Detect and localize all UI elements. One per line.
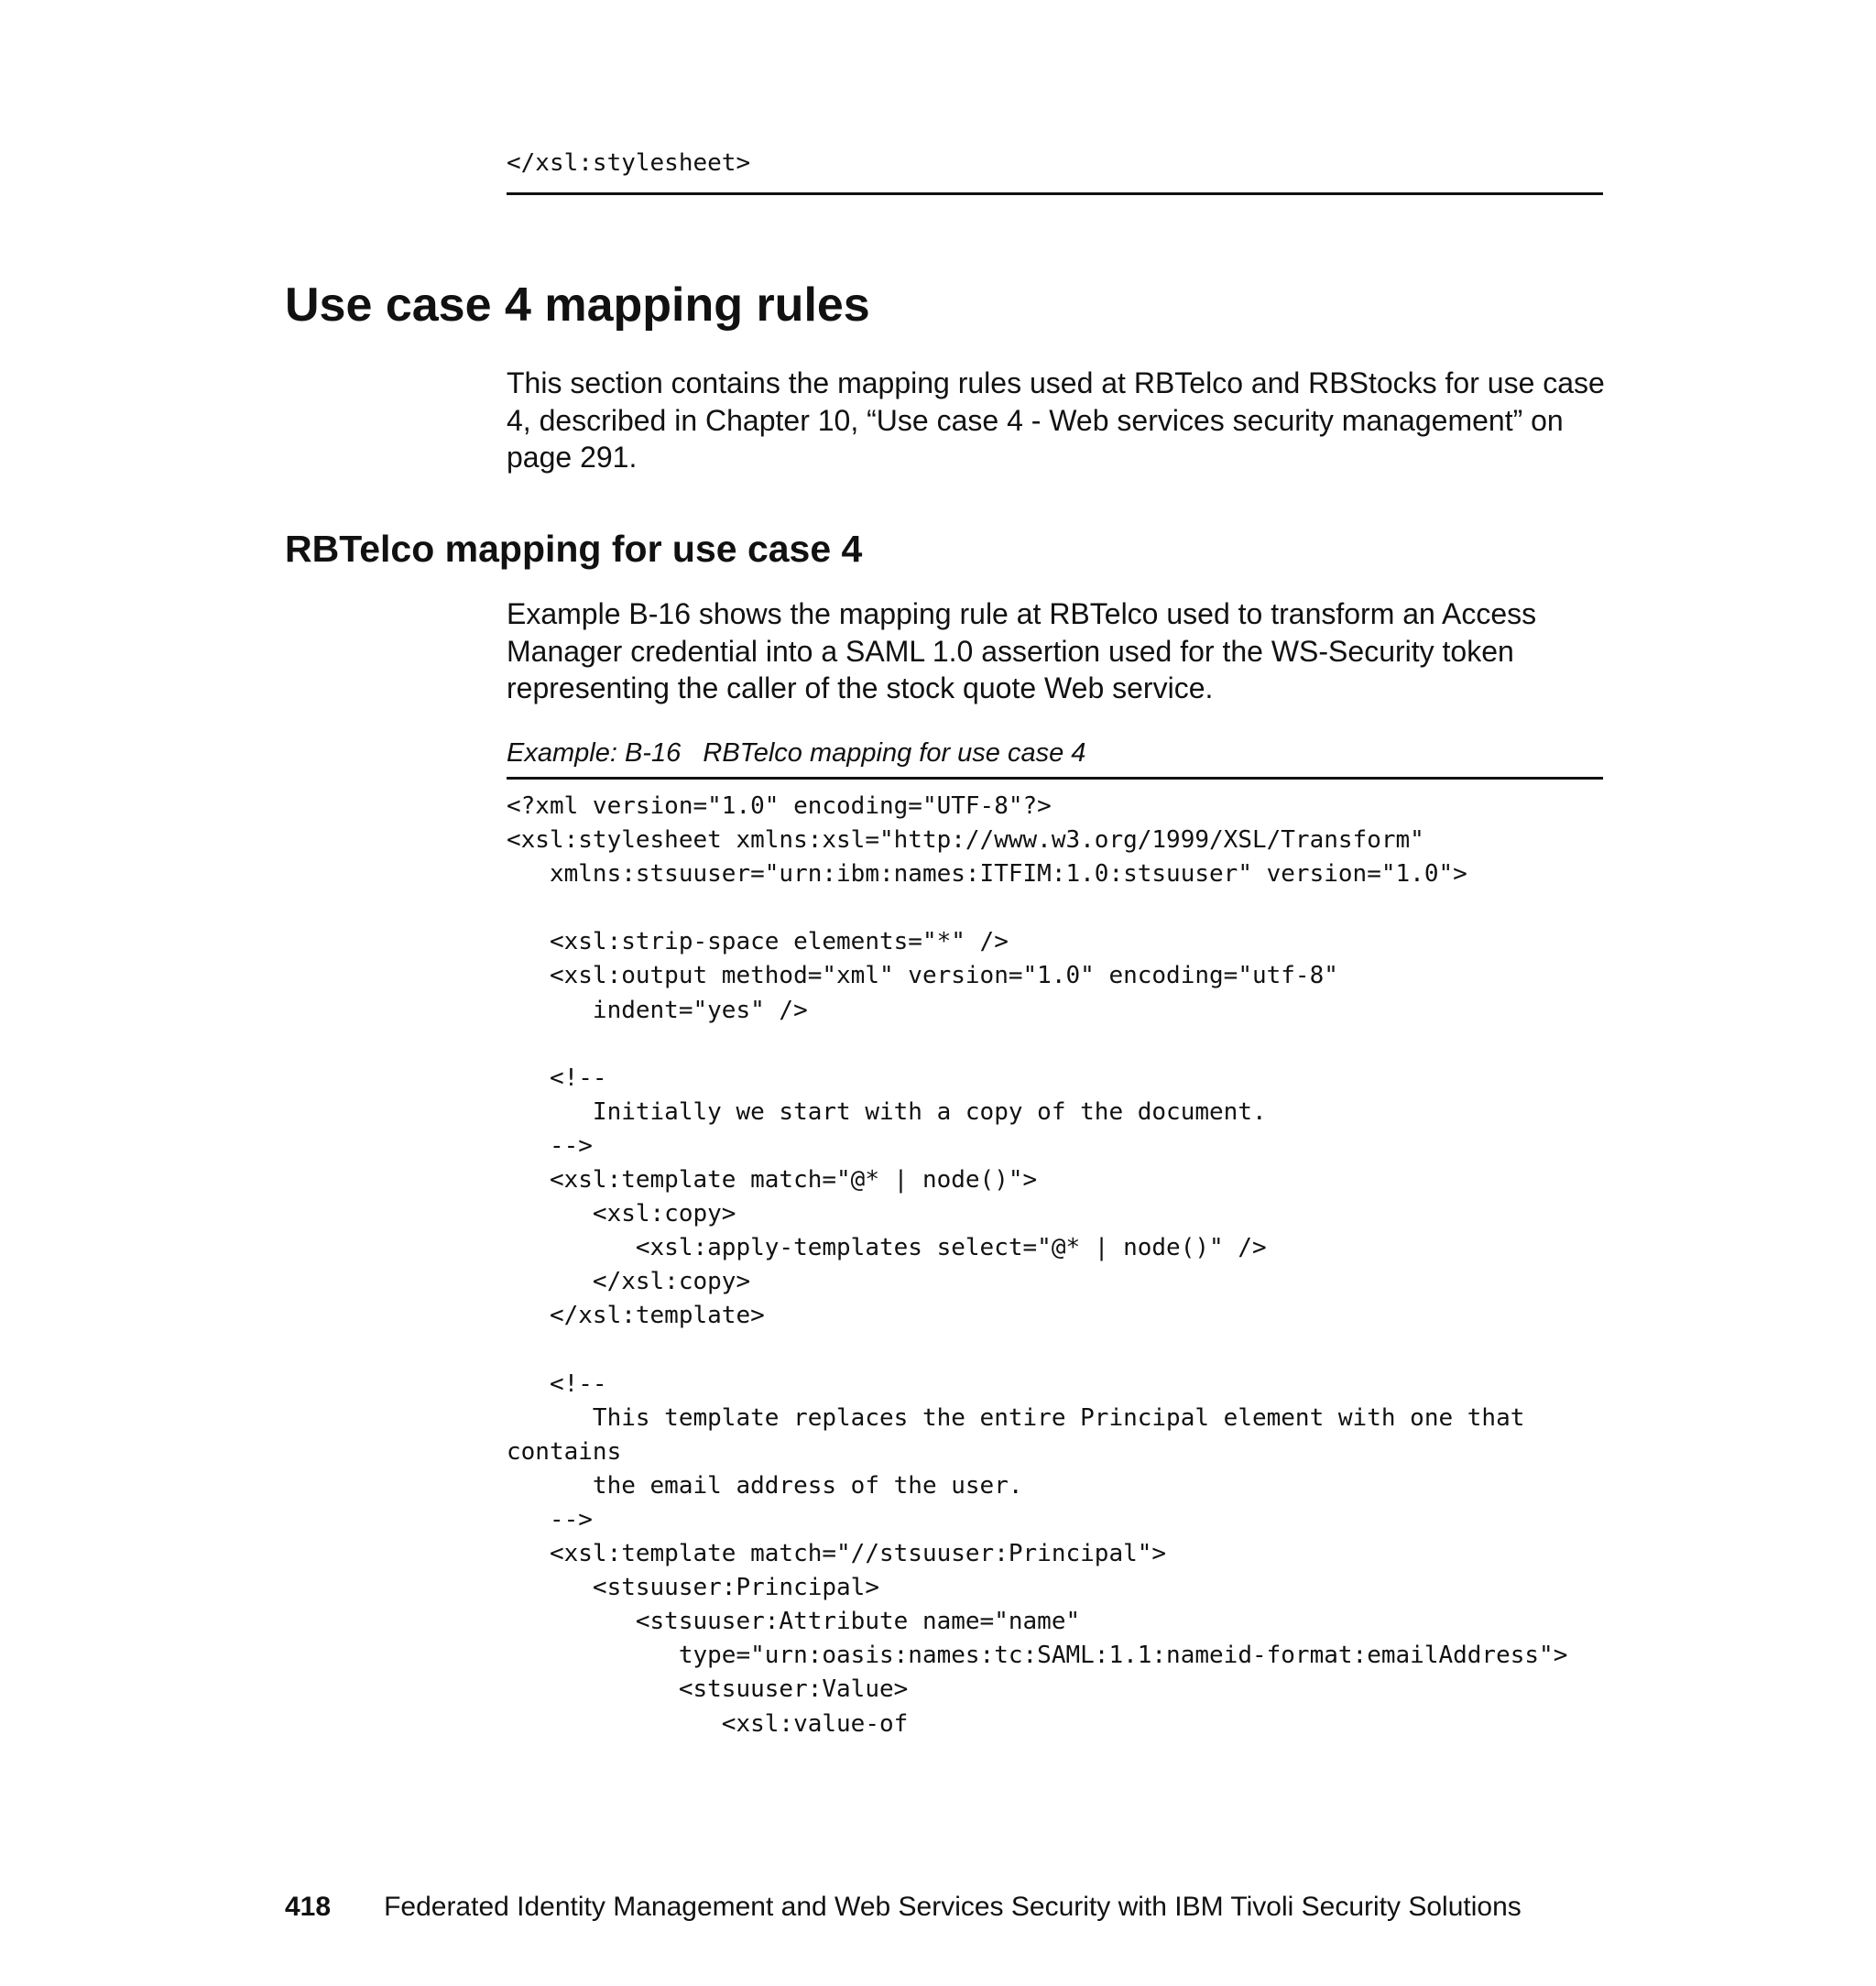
previous-code-tail: </xsl:stylesheet> [507,149,751,177]
section-title: Use case 4 mapping rules [285,278,870,332]
page-footer [285,1891,1522,1924]
subsection-title: RBTelco mapping for use case 4 [285,528,863,570]
book-title: Federated Identity Management and Web Services Security with IBM Tivoli Security Solutions [384,1892,1522,1922]
example-caption-rule [507,777,1603,780]
code-end-rule [507,192,1603,195]
example-caption: Example: B-16 RBTelco mapping for use case 4 [507,738,1086,768]
page-number: 418 [285,1892,332,1922]
example-code-block: <?xml version="1.0" encoding="UTF-8"?> <xsl:stylesheet xmlns:xsl="http://www.w3.org/1999/XSL/Transform" xmlns:stsuuser="urn:ibm:names:ITFIM:1.0:stsuuser" version="1.0"> <xsl:strip-space elements="*" /> <xsl:output method="xml" version="1.0" encoding="utf-8" indent="yes" /> <!-- Initially we start with a copy of the document. --> <xsl:template match="@* | node()"> <xsl:copy> <xsl:apply-templates select="@* | node()" /> </xsl:copy> </xsl:template> <!-- This template replaces the entire Principal element with one that contains the email address of the user. --> <xsl:template match="//stsuuser:Principal"> <stsuuser:Principal> <stsuuser:Attribute name="name" type="urn:oasis:names:tc:SAML:1.1:nameid-format:emailAddress"> <stsuuser:Value> <xsl:value-of [507,792,1568,1738]
subsection-body: Example B-16 shows the mapping rule at RBTelco used to transform an Access Manager credential into a SAML 1.0 assertion used for the WS-Security token representing the caller of the stock quote Web service. [507,597,1537,704]
section-intro: This section contains the mapping rules used at RBTelco and RBStocks for use case 4, described in Chapter 10, “Use case 4 - Web services security management” on page 291. [507,366,1605,474]
